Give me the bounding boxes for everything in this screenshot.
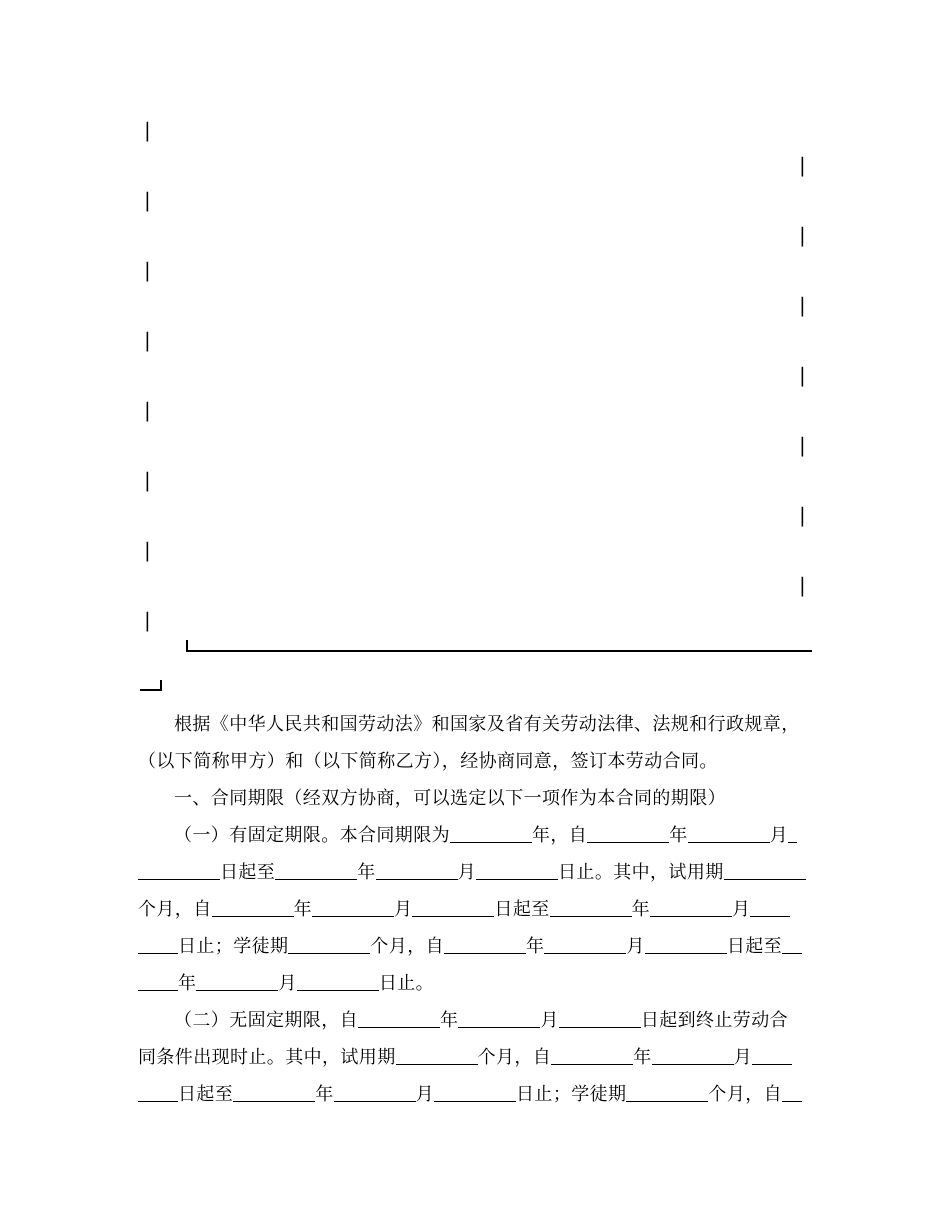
blank-field[interactable]: [297, 972, 379, 991]
fixed-term-clause: （一）有固定期限。本合同期限为 年，自 年 月: [138, 817, 814, 854]
blank-field[interactable]: [788, 824, 797, 843]
table-border-right: |: [799, 503, 806, 527]
open-term-clause: （二）无固定期限，自 年 月 日起到终止劳动合: [174, 1010, 789, 1031]
blank-field[interactable]: [450, 824, 532, 843]
blank-field[interactable]: [212, 898, 294, 917]
blank-field[interactable]: [196, 972, 278, 991]
table-border-left: |: [144, 398, 151, 422]
blank-field[interactable]: [233, 1083, 315, 1102]
blank-field[interactable]: [138, 935, 178, 954]
table-border-right: |: [799, 363, 806, 387]
fixed-term-clause-cont: 日止；学徒期 个月，自 年 月 日起至: [138, 928, 814, 965]
table-border-left: |: [144, 328, 151, 352]
open-term-clause-cont: 日起至 年 月 日止；学徒期 个月，自: [138, 1076, 814, 1113]
blank-field[interactable]: [334, 1083, 416, 1102]
table-border-left: |: [144, 538, 151, 562]
blank-field[interactable]: [645, 935, 727, 954]
blank-field[interactable]: [782, 1083, 802, 1102]
blank-field[interactable]: [412, 898, 494, 917]
fixed-term-clause-cont: 日起至 年 月 日止。其中，试用期: [138, 854, 814, 891]
blank-field[interactable]: [587, 824, 669, 843]
fixed-term-clause-cont: 年 月 日止。: [138, 965, 814, 1002]
blank-field[interactable]: [444, 935, 526, 954]
blank-field[interactable]: [138, 972, 178, 991]
intro-paragraph-cont: （以下简称甲方）和（以下简称乙方），经协商同意，签订本劳动合同。: [138, 751, 718, 772]
blank-field[interactable]: [550, 898, 632, 917]
table-border-bottom: [186, 650, 812, 652]
blank-field[interactable]: [396, 1046, 478, 1065]
blank-field[interactable]: [626, 1083, 708, 1102]
table-border-right: |: [799, 293, 806, 317]
blank-field[interactable]: [559, 1009, 641, 1028]
blank-field[interactable]: [782, 935, 802, 954]
blank-field[interactable]: [138, 1083, 178, 1102]
blank-field[interactable]: [551, 1046, 633, 1065]
table-border-right: |: [799, 573, 806, 597]
intro-paragraph: 根据《中华人民共和国劳动法》和国家及省有关劳动法律、法规和行政规章，: [174, 714, 800, 735]
blank-field[interactable]: [650, 898, 732, 917]
contract-body: [138, 706, 814, 1113]
blank-field[interactable]: [458, 1009, 540, 1028]
blank-field[interactable]: [688, 824, 770, 843]
open-term-clause-cont: 同条件出现时止。其中，试用期 个月，自 年 月: [138, 1039, 814, 1076]
blank-field[interactable]: [434, 1083, 516, 1102]
section-heading: 一、合同期限（经双方协商，可以选定以下一项作为本合同的期限）: [174, 788, 726, 809]
blank-field[interactable]: [476, 861, 558, 880]
blank-field[interactable]: [652, 1046, 734, 1065]
table-border-right: |: [799, 433, 806, 457]
blank-field[interactable]: [544, 935, 626, 954]
blank-field[interactable]: [275, 861, 357, 880]
blank-field[interactable]: [358, 1009, 440, 1028]
blank-field[interactable]: [312, 898, 394, 917]
blank-field[interactable]: [376, 861, 458, 880]
table-border-left: |: [144, 188, 151, 212]
table-border-left: |: [144, 608, 151, 632]
table-border-left: |: [144, 468, 151, 492]
fixed-term-clause-cont: 个月，自 年 月 日起至 年 月: [138, 891, 814, 928]
blank-field[interactable]: [138, 861, 220, 880]
table-border-left: |: [144, 118, 151, 142]
table-border-left: |: [144, 258, 151, 282]
table-border-right: |: [799, 223, 806, 247]
table-border-bottom-tail: [140, 689, 160, 691]
table-border-corner: [160, 680, 162, 691]
blank-field[interactable]: [724, 861, 806, 880]
blank-field[interactable]: [752, 1046, 792, 1065]
table-border-right: |: [799, 153, 806, 177]
blank-field[interactable]: [750, 898, 790, 917]
blank-field[interactable]: [288, 935, 370, 954]
